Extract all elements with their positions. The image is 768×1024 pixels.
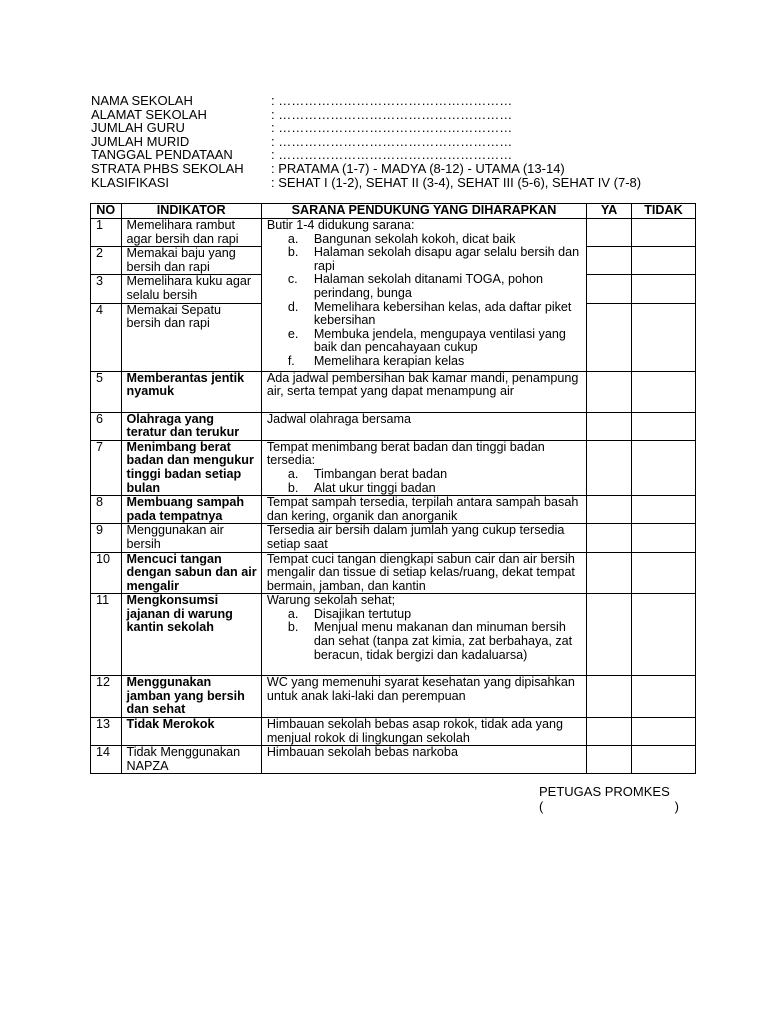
cell-sarana: Tempat cuci tangan diengkapi sabun cair dan air bersih mengalir dan tissue di setiap kelas/ruang, dekat tempat bermain, jamban, dan kantin [261,552,586,594]
info-row-nama-sekolah [91,94,691,108]
cell-no: 14 [91,746,122,774]
info-label: KLASIFIKASI [91,174,170,190]
header-no: NO [91,204,122,219]
list-text: Halaman sekolah disapu agar selalu bersih dan rapi [313,245,580,273]
cell-tidak-checkbox[interactable] [631,303,695,371]
cell-sarana: Jadwal olahraga bersama [261,412,586,440]
list-text: Memelihara kerapian kelas [313,353,465,368]
cell-tidak-checkbox[interactable] [631,275,695,303]
list-item [267,482,582,496]
info-label: JUMLAH MURID [91,133,190,149]
list-letter: e. [287,326,299,341]
header-ya: YA [587,204,632,219]
table-row [91,219,696,247]
info-label: NAMA SEKOLAH [91,93,193,108]
info-value: : PRATAMA (1-7) - MADYA (8-12) - UTAMA (13-14) [271,160,565,176]
cell-ya-checkbox[interactable] [587,219,632,247]
cell-no: 13 [91,718,122,746]
cell-indikator: Membuang sampah pada tempatnya [121,496,261,524]
list-text: Membuka jendela, mengupaya ventilasi yang baik dan pencahayaan cukup [313,326,566,355]
list-text: Bangunan sekolah kokoh, dicat baik [313,231,516,246]
cell-ya-checkbox[interactable] [587,594,632,676]
list-item [267,301,582,328]
table-row [91,496,696,524]
info-row-jumlah-murid [91,135,691,149]
school-info-block [91,94,691,189]
cell-ya-checkbox[interactable] [587,676,632,718]
cell-sarana [261,440,586,495]
cell-no: 10 [91,552,122,594]
cell-no: 4 [91,303,122,371]
cell-no: 12 [91,676,122,718]
cell-sarana: Tersedia air bersih dalam jumlah yang cukup tersedia setiap saat [261,524,586,552]
sarana-intro: Warung sekolah sehat; [266,593,396,608]
cell-indikator: Memakai baju yang bersih dan rapi [121,247,261,275]
header-sarana: SARANA PENDUKUNG YANG DIHARAPKAN [261,204,586,219]
list-item [267,233,582,247]
table-header-row [91,204,696,219]
cell-sarana [261,594,586,676]
cell-tidak-checkbox[interactable] [631,524,695,552]
info-value: : ……………………………………………… [271,106,513,122]
cell-no: 3 [91,275,122,303]
cell-no: 5 [91,371,122,412]
paren-open: ( [539,799,544,814]
cell-tidak-checkbox[interactable] [631,552,695,594]
cell-sarana: Tempat sampah tersedia, terpilah antara sampah basah dan kering, organik dan anorganik [261,496,586,524]
list-letter: b. [287,620,299,635]
cell-tidak-checkbox[interactable] [631,412,695,440]
sarana-list [267,608,582,662]
sarana-intro: Tempat menimbang berat badan dan tinggi badan tersedia: [266,439,545,468]
cell-ya-checkbox[interactable] [587,718,632,746]
cell-ya-checkbox[interactable] [587,524,632,552]
cell-indikator: Menggunakan air bersih [121,524,261,552]
cell-no: 7 [91,440,122,495]
cell-ya-checkbox[interactable] [587,552,632,594]
cell-tidak-checkbox[interactable] [631,371,695,412]
cell-ya-checkbox[interactable] [587,371,632,412]
list-letter: b. [287,480,299,495]
list-text: Disajikan tertutup [313,606,412,621]
signature-block [539,784,679,814]
table-row [91,718,696,746]
header-tidak: TIDAK [631,204,695,219]
cell-indikator: Memberantas jentik nyamuk [121,371,261,412]
signature-title: PETUGAS PROMKES [539,784,670,799]
table-row [91,524,696,552]
cell-no: 9 [91,524,122,552]
cell-indikator: Tidak Merokok [121,718,261,746]
table-row [91,552,696,594]
paren-close: ) [674,799,679,814]
list-letter: a. [287,466,299,481]
cell-ya-checkbox[interactable] [587,275,632,303]
cell-ya-checkbox[interactable] [587,496,632,524]
cell-ya-checkbox[interactable] [587,247,632,275]
table-row [91,594,696,676]
cell-ya-checkbox[interactable] [587,303,632,371]
list-letter: b. [287,245,299,260]
cell-no: 2 [91,247,122,275]
list-item [267,246,582,273]
info-label: STRATA PHBS SEKOLAH [91,160,244,176]
info-value: : SEHAT I (1-2), SEHAT II (3-4), SEHAT III (5-6), SEHAT IV (7-8) [271,174,642,190]
list-letter: c. [287,272,298,287]
cell-sarana-shared [261,219,586,372]
cell-indikator: Memelihara rambut agar bersih dan rapi [121,219,261,247]
table-row [91,746,696,774]
cell-tidak-checkbox[interactable] [631,676,695,718]
phbs-indicator-table [90,203,696,774]
list-item [267,468,582,482]
info-label: JUMLAH GURU [91,120,185,136]
info-row-strata [91,162,691,176]
cell-indikator: Menggunakan jamban yang bersih dan sehat [121,676,261,718]
cell-sarana: WC yang memenuhi syarat kesehatan yang dipisahkan untuk anak laki-laki dan perempuan [261,676,586,718]
cell-sarana: Ada jadwal pembersihan bak kamar mandi, penampung air, serta tempat yang dapat menampung air [261,371,586,412]
cell-indikator: Mencuci tangan dengan sabun dan air mengalir [121,552,261,594]
cell-no: 6 [91,412,122,440]
cell-indikator: Mengkonsumsi jajanan di warung kantin sekolah [121,594,261,676]
list-text: Timbangan berat badan [313,466,448,481]
table-row [91,371,696,412]
cell-indikator: Memakai Sepatu bersih dan rapi [121,303,261,371]
info-row-klasifikasi [91,176,691,190]
cell-tidak-checkbox[interactable] [631,746,695,774]
cell-tidak-checkbox[interactable] [631,247,695,275]
table-row [91,676,696,718]
sarana-intro: Butir 1-4 didukung sarana: [266,218,415,232]
info-row-tanggal-pendataan [91,148,691,162]
info-value: : ……………………………………………… [271,133,513,149]
table-row [91,440,696,495]
list-text: Halaman sekolah ditanami TOGA, pohon perindang, bunga [313,272,543,300]
list-letter: f. [287,353,295,368]
info-label: ALAMAT SEKOLAH [91,106,207,122]
list-letter: a. [287,606,299,621]
list-text: Memelihara kebersihan kelas, ada daftar piket kebersihan [313,299,572,328]
info-value: : ……………………………………………… [271,93,513,108]
list-item [267,273,582,300]
cell-sarana: Himbauan sekolah bebas asap rokok, tidak ada yang menjual rokok di lingkungan sekolah [261,718,586,746]
cell-no: 8 [91,496,122,524]
cell-indikator: Memelihara kuku agar selalu bersih [121,275,261,303]
sarana-list [267,233,582,369]
cell-ya-checkbox[interactable] [587,746,632,774]
list-item [267,355,582,369]
list-letter: d. [287,299,299,314]
info-row-jumlah-guru [91,121,691,135]
cell-tidak-checkbox[interactable] [631,219,695,247]
cell-indikator: Menimbang berat badan dan mengukur tinggi badan setiap bulan [121,440,261,495]
list-letter: a. [287,231,299,246]
list-text: Alat ukur tinggi badan [313,480,436,495]
cell-no: 11 [91,594,122,676]
signature-name-field [539,799,679,814]
info-value: : ……………………………………………… [271,147,513,163]
list-item [267,608,582,622]
cell-ya-checkbox[interactable] [587,412,632,440]
cell-ya-checkbox[interactable] [587,440,632,495]
cell-tidak-checkbox[interactable] [631,440,695,495]
cell-no: 1 [91,219,122,247]
cell-tidak-checkbox[interactable] [631,496,695,524]
list-item [267,328,582,355]
cell-tidak-checkbox[interactable] [631,718,695,746]
info-label: TANGGAL PENDATAAN [91,147,233,163]
cell-indikator: Olahraga yang teratur dan terukur [121,412,261,440]
table-row [91,412,696,440]
header-indikator: INDIKATOR [121,204,261,219]
info-row-alamat-sekolah [91,108,691,122]
cell-tidak-checkbox[interactable] [631,594,695,676]
list-text: Menjual menu makanan dan minuman bersih dan sehat (tanpa zat kimia, zat berbahaya, zat beracun, tidak bergizi dan kadaluarsa) [313,620,573,662]
cell-indikator: Tidak Menggunakan NAPZA [121,746,261,774]
list-item [267,621,582,662]
cell-sarana: Himbauan sekolah bebas narkoba [261,746,586,774]
info-value: : ……………………………………………… [271,120,513,136]
sarana-list [267,468,582,495]
